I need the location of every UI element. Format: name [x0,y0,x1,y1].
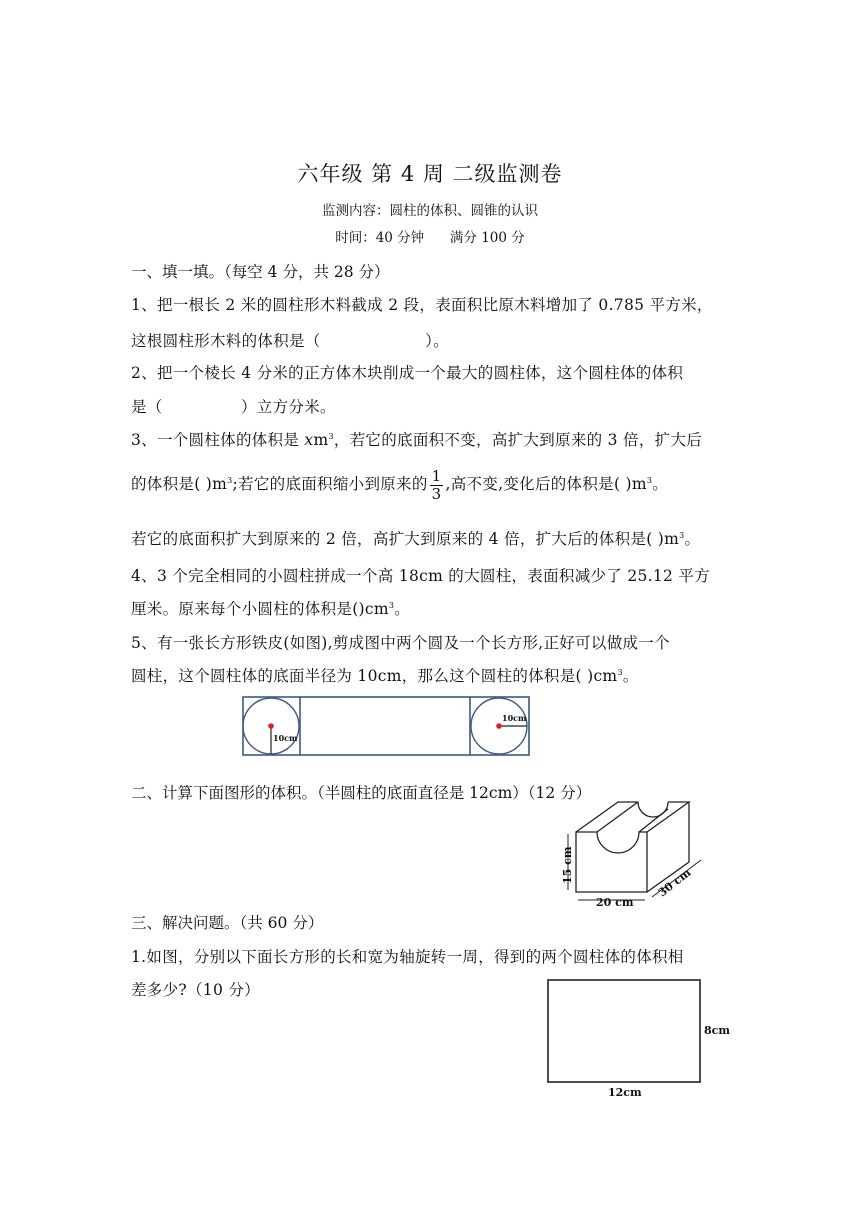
q5-line2: 圆柱，这个圆柱体的底面半径为 10cm，那么这个圆柱的体积是( )$cm^3$。 [131,667,639,685]
page-title: 六年级 第 4 周 二级监测卷 [297,162,563,186]
q5-line1: 5、有一张长方形铁皮(如图),剪成图中两个圆及一个长方形,正好可以做成一个 [131,634,670,652]
rectangle-figure [544,976,734,1100]
height-label: 15 cm [561,846,574,884]
q3-line3: 若它的底面积扩大到原来的 2 倍，高扩大到原来的 4 倍，扩大后的体积是( )$m^3$。 [131,530,701,548]
section2-heading: 二、计算下面图形的体积。（半圆柱的底面直径是 12cm）（12 分） [131,784,592,802]
q4-line2: 厘米。原来每个小圆柱的体积是$()cm^3$。 [131,600,411,618]
q2-line2: 是（ ）立方分米。 [131,398,336,416]
q1-line1: 1、把一根长 2 米的圆柱形木料截成 2 段，表面积比原木料增加了 0.785 平方米， [131,296,713,314]
exam-content: 监测内容：圆柱的体积、圆锥的认识 [322,203,538,219]
one-third-fraction: $\frac{1}{3}$ [431,467,442,503]
section3-heading: 三、解决问题。（共 60 分） [131,914,324,932]
q3-line1: 3、一个圆柱体的体积是 $xm^3$，若它的底面积不变，高扩大到原来的 3 倍，扩大后 [131,431,703,449]
rectangle-height-label: 8cm [704,1024,730,1037]
q2-line1: 2、把一个棱长 4 分米的正方体木块削成一个最大的圆柱体，这个圆柱体的体积 [131,364,684,382]
right-radius-label: 10cm [502,713,527,723]
right-center-dot [496,723,502,729]
q3-line2: 的体积是( )$m^3$;若它的底面积缩小到原来的 $\frac{1}{3}$ ,高不变,变化后的体积是( )$m^3$。 [131,467,669,503]
sheet-outline [243,697,529,755]
s3-q1-line2: 差多少?（10 分） [131,981,260,999]
width-label: 20 cm [596,896,634,909]
rectangle-width-label: 12cm [608,1086,642,1099]
q3-variable: x [304,431,314,449]
section1-heading: 一、填一填。（每空 4 分，共 28 分） [131,263,390,281]
q1-line2: 这根圆柱形木料的体积是（ ）。 [131,332,449,350]
rectangle-outline [548,980,700,1082]
half-cylinder-block-figure [552,796,722,912]
s3-q1-line1: 1.如图，分别以下面长方形的长和宽为轴旋转一周，得到的两个圆柱体的体积相 [131,948,684,966]
q4-line1: 4、3 个完全相同的小圆柱拼成一个高 18cm 的大圆柱，表面积减少了 25.12 平方 [131,567,711,585]
tin-sheet-figure [240,694,532,758]
exam-time: 时间：40 分钟 满分 100 分 [335,230,525,246]
left-radius-label: 10cm [273,733,298,743]
depth-label: 30 cm [655,866,694,900]
left-center-dot [268,723,274,729]
